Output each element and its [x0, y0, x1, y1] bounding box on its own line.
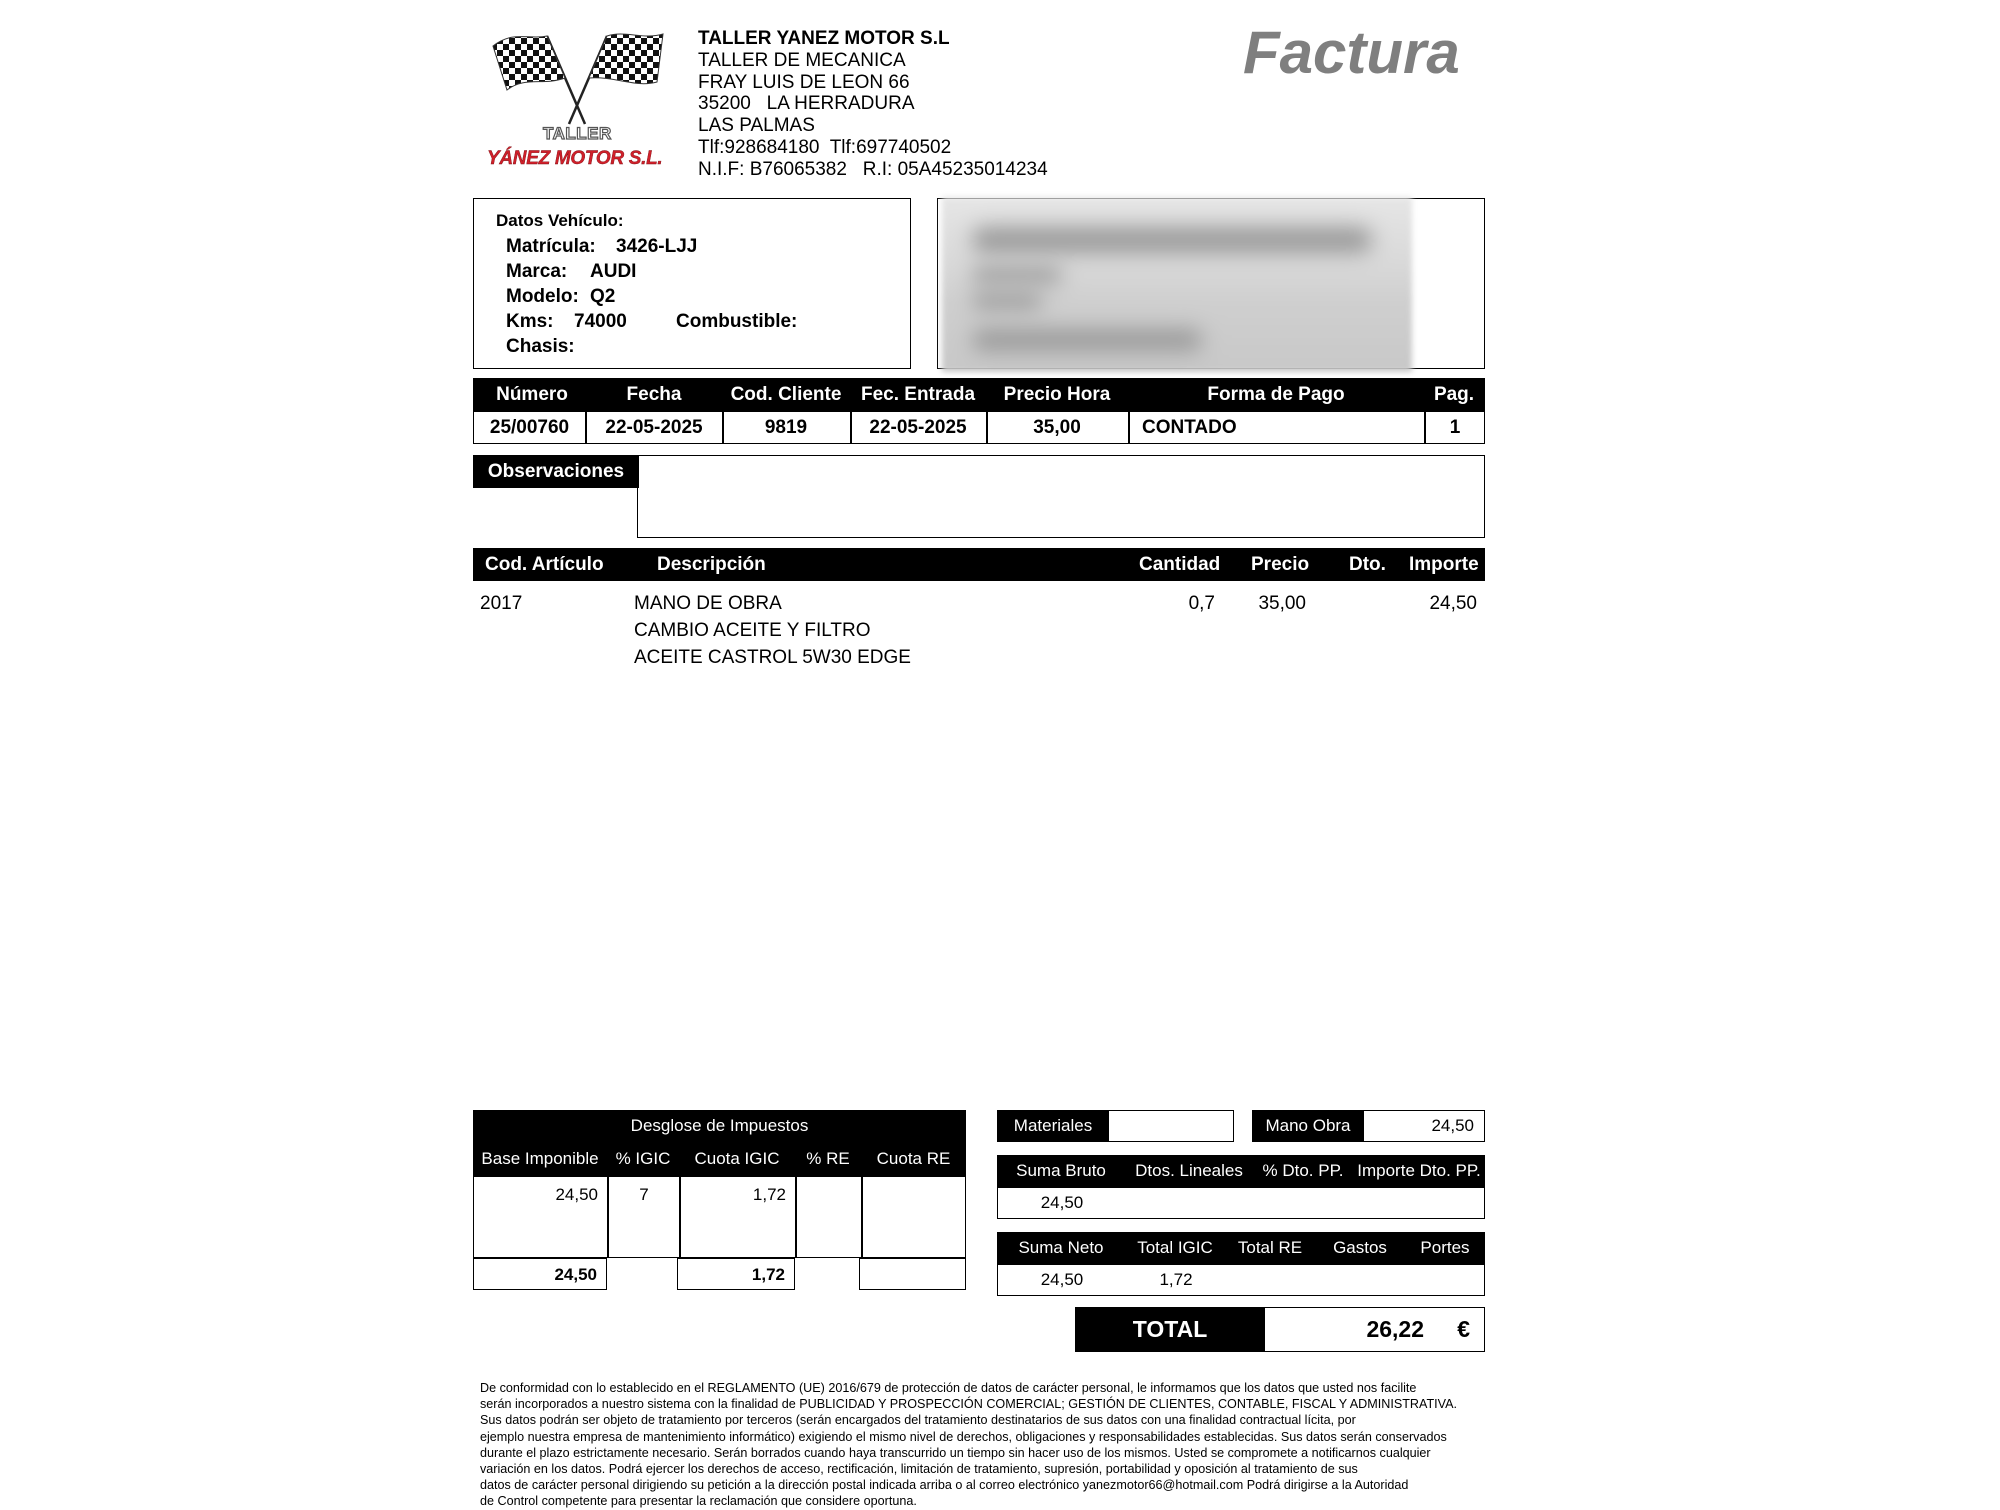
observations-box — [637, 455, 1485, 538]
net-header — [997, 1232, 1485, 1264]
payment-method: CONTADO — [1142, 416, 1237, 438]
total-re-value — [1226, 1265, 1316, 1295]
vehicle-section-label: Datos Vehículo: — [496, 211, 624, 230]
line-item-price: 35,00 — [1258, 593, 1306, 614]
logo-text-company: YÁNEZ MOTOR S.L. — [487, 148, 663, 169]
invoice-number: 25/00760 — [489, 416, 570, 438]
client-code: 9819 — [764, 416, 808, 438]
invoice-meta-header — [473, 378, 1485, 411]
meta-header-page: Pag. — [1433, 383, 1475, 405]
meta-header-client-code: Cod. Cliente — [730, 383, 842, 405]
tax-breakdown-title: Desglose de Impuestos — [473, 1110, 966, 1142]
tax-base-total: 24,50 — [554, 1265, 597, 1284]
expenses-value — [1316, 1265, 1406, 1295]
invoice-meta-row — [473, 411, 1485, 444]
chassis-label: Chasis: — [506, 336, 575, 357]
net-header-expenses: Gastos — [1333, 1238, 1387, 1257]
materials-value — [1107, 1110, 1234, 1142]
line-discounts-value — [1126, 1188, 1254, 1218]
line-item-description: ACEITE CASTROL 5W30 EDGE — [634, 647, 911, 668]
legal-line: Sus datos podrán ser objeto de tratamiento por terceros (serán encargados del tratamiento destinatarios de sus datos con una finalidad contractual lícita, por — [480, 1413, 1356, 1428]
gross-header-pp-pct: % Dto. PP. — [1262, 1161, 1344, 1180]
brand-value: AUDI — [590, 261, 637, 282]
company-phones: Tlf:928684180 Tlf:697740502 — [698, 136, 952, 158]
plate-label: Matrícula: — [506, 236, 596, 257]
invoice-date: 22-05-2025 — [605, 416, 703, 438]
legal-line: durante el plazo estrictamente necesario. Serán borrados cuando haya transcurrido un tiempo sin hacer uso de los mismos. Usted se compromete a notificarnos cualquier — [480, 1445, 1431, 1460]
net-header-igic: Total IGIC — [1137, 1238, 1213, 1257]
total-igic-value: 1,72 — [1159, 1270, 1193, 1289]
tax-header-igic-pct: % IGIC — [615, 1149, 671, 1168]
legal-line: datos de carácter personal dirigiendo su petición a la dirección postal indicada arriba o al correo electrónico yanezmotor66@hotmail.com Podrá dirigirse a la Autoridad — [480, 1478, 1409, 1493]
legal-line: ejemplo nuestra empresa de mantenimiento informático) exigiendo el mismo nivel de derechos, obligaciones y responsabilidades establecidas. Sus datos serán conservados — [480, 1429, 1447, 1444]
plate-value: 3426-LJJ — [616, 236, 698, 257]
total-box — [1263, 1307, 1485, 1352]
net-header-re: Total RE — [1237, 1238, 1303, 1257]
legal-notice — [480, 1380, 1560, 1510]
meta-header-hour-price: Precio Hora — [1003, 383, 1111, 405]
brand-label: Marca: — [506, 261, 568, 282]
model-value: Q2 — [590, 286, 616, 307]
labour-value: 24,50 — [1362, 1110, 1485, 1142]
line-item-description: CAMBIO ACEITE Y FILTRO — [634, 620, 871, 641]
gross-header-pp-amount: Importe Dto. PP. — [1357, 1161, 1481, 1180]
legal-line: variación en los datos. Podrá ejercer los derechos de acceso, rectificación, limitación de tratamiento, supresión, portabilidad y oposición al tratamiento de sus — [480, 1462, 1358, 1477]
total-label: TOTAL — [1075, 1307, 1265, 1352]
lines-header-quantity: Cantidad — [1139, 553, 1221, 575]
observations-text — [638, 456, 1484, 472]
line-item-quantity: 0,7 — [1188, 593, 1215, 614]
pp-pct-value — [1254, 1188, 1354, 1218]
tax-base-value: 24,50 — [555, 1185, 598, 1204]
lines-header-price: Precio — [1251, 553, 1310, 575]
vehicle-data-box — [473, 198, 911, 369]
tax-igic-pct-value: 7 — [639, 1185, 649, 1204]
checkered-flags-icon — [485, 26, 675, 126]
redacted-client-area — [942, 197, 1412, 372]
lines-header-code: Cod. Artículo — [485, 553, 604, 575]
tax-header-base: Base Imponible — [481, 1149, 599, 1168]
hour-price: 35,00 — [1033, 416, 1081, 438]
tax-header-re-pct: % RE — [806, 1149, 850, 1168]
entry-date: 22-05-2025 — [869, 416, 967, 438]
kms-value: 74000 — [574, 311, 627, 332]
page-number: 1 — [1449, 416, 1461, 438]
labour-label: Mano Obra — [1252, 1110, 1364, 1142]
company-city: 35200 LA HERRADURA — [698, 93, 915, 115]
lines-header-amount: Importe — [1409, 553, 1479, 575]
company-info — [698, 28, 1048, 181]
tax-igic-amount-value: 1,72 — [752, 1185, 786, 1204]
company-logo — [485, 26, 675, 176]
line-item-amount: 24,50 — [1429, 593, 1477, 614]
line-item-code: 2017 — [480, 593, 523, 614]
tax-igic-total: 1,72 — [751, 1265, 785, 1284]
net-values — [997, 1264, 1485, 1296]
company-tax-ids: N.I.F: B76065382 R.I: 05A45235014234 — [698, 158, 1048, 180]
tax-header-re-amount: Cuota RE — [876, 1149, 951, 1168]
net-header-shipping: Portes — [1420, 1238, 1470, 1257]
legal-line: serán incorporados a nuestro sistema con la finalidad de PUBLICIDAD Y PROSPECCIÓN COMERCIAL; GESTIÓN DE CLIENTES, CONTABLE, FISCAL Y ADMINISTRATIVA. — [480, 1397, 1458, 1412]
gross-values — [997, 1187, 1485, 1219]
meta-header-date: Fecha — [626, 383, 682, 405]
lines-header-description: Descripción — [657, 553, 766, 575]
tax-breakdown-body — [473, 1176, 966, 1258]
logo-text-taller: TALLER — [543, 124, 612, 143]
meta-header-number: Número — [496, 383, 568, 405]
gross-header — [997, 1155, 1485, 1187]
company-activity: TALLER DE MECANICA — [698, 49, 906, 71]
materials-label: Materiales — [997, 1110, 1109, 1142]
gross-header-line-discounts: Dtos. Lineales — [1135, 1161, 1243, 1180]
net-sum-value: 24,50 — [1040, 1270, 1084, 1289]
currency-symbol: € — [1457, 1316, 1470, 1342]
gross-header-sum: Suma Bruto — [1016, 1161, 1106, 1180]
tax-breakdown-totals — [473, 1258, 966, 1290]
meta-header-payment: Forma de Pago — [1207, 383, 1345, 405]
lines-header — [473, 548, 1485, 581]
lines-header-discount: Dto. — [1349, 553, 1386, 575]
client-data-box — [937, 198, 1485, 369]
shipping-value — [1406, 1265, 1486, 1295]
company-province: LAS PALMAS — [698, 115, 815, 137]
line-item-description: MANO DE OBRA — [634, 593, 782, 614]
net-header-sum: Suma Neto — [1018, 1238, 1104, 1257]
meta-header-entry-date: Fec. Entrada — [860, 383, 976, 405]
company-address: FRAY LUIS DE LEON 66 — [698, 71, 910, 93]
pp-amount-value — [1354, 1188, 1486, 1218]
legal-line: De conformidad con lo establecido en el REGLAMENTO (UE) 2016/679 de protección de datos de carácter personal, le informamos que los datos que usted nos facilite — [480, 1381, 1417, 1395]
total-value: 26,22 — [1366, 1316, 1424, 1342]
legal-line: de Control competente para presentar la reclamación que considere oportuna. — [480, 1494, 917, 1509]
observations-label: Observaciones — [473, 455, 639, 488]
gross-sum-value: 24,50 — [1040, 1193, 1084, 1212]
kms-label: Kms: — [506, 311, 554, 332]
tax-breakdown-header — [473, 1142, 966, 1176]
document-title: Factura — [1243, 19, 1460, 86]
fuel-label: Combustible: — [676, 311, 798, 332]
tax-header-igic-amount: Cuota IGIC — [694, 1149, 780, 1168]
model-label: Modelo: — [506, 286, 579, 307]
company-name: TALLER YANEZ MOTOR S.L — [698, 28, 950, 49]
